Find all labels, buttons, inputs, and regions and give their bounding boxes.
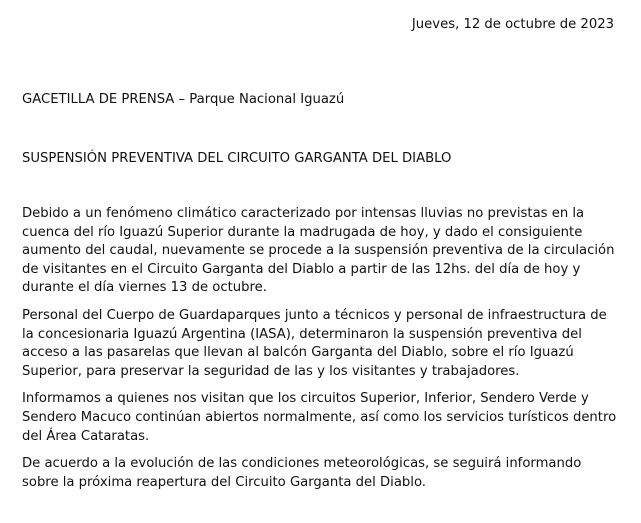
- body-paragraph-3: Informamos a quienes nos visitan que los circuitos Superior, Inferior, Sendero Verde y Sendero Macuco continúan abiertos normalmente, así como los servicios turísticos dentro del Área Cataratas.: [22, 391, 617, 444]
- body-paragraph-1: Debido a un fenómeno climático caracterizado por intensas lluvias no previstas en la cuenca del río Iguazú Superior durante la madrugada de hoy, y dado el consiguiente aumento del caudal, nuevamente se procede a la suspensión preventiva de la circulación de visitantes en el Circuito Garganta del Diablo a partir de las 12hs. del día de hoy y durante el día viernes 13 de octubre.: [22, 206, 615, 296]
- body-paragraph-4: De acuerdo a la evolución de las condiciones meteorológicas, se seguirá informando sobre la próxima reapertura del Circuito Garganta del Diablo.: [22, 456, 582, 490]
- press-release-body: [22, 205, 622, 501]
- document-date: Jueves, 12 de octubre de 2023: [411, 17, 614, 32]
- body-paragraph-2: Personal del Cuerpo de Guardaparques junto a técnicos y personal de infraestructura de la concesionaria Iguazú Argentina (IASA), determinaron la suspensión preventiva del acceso a las pasarelas que llevan al balcón Garganta del Diablo, sobre el río Iguazú Superior, para preservar la seguridad de las y los visitantes y trabajadores.: [22, 307, 607, 379]
- press-release-label: GACETILLA DE PRENSA – Parque Nacional Iguazú: [22, 92, 345, 107]
- press-release-headline: SUSPENSIÓN PREVENTIVA DEL CIRCUITO GARGANTA DEL DIABLO: [22, 151, 452, 166]
